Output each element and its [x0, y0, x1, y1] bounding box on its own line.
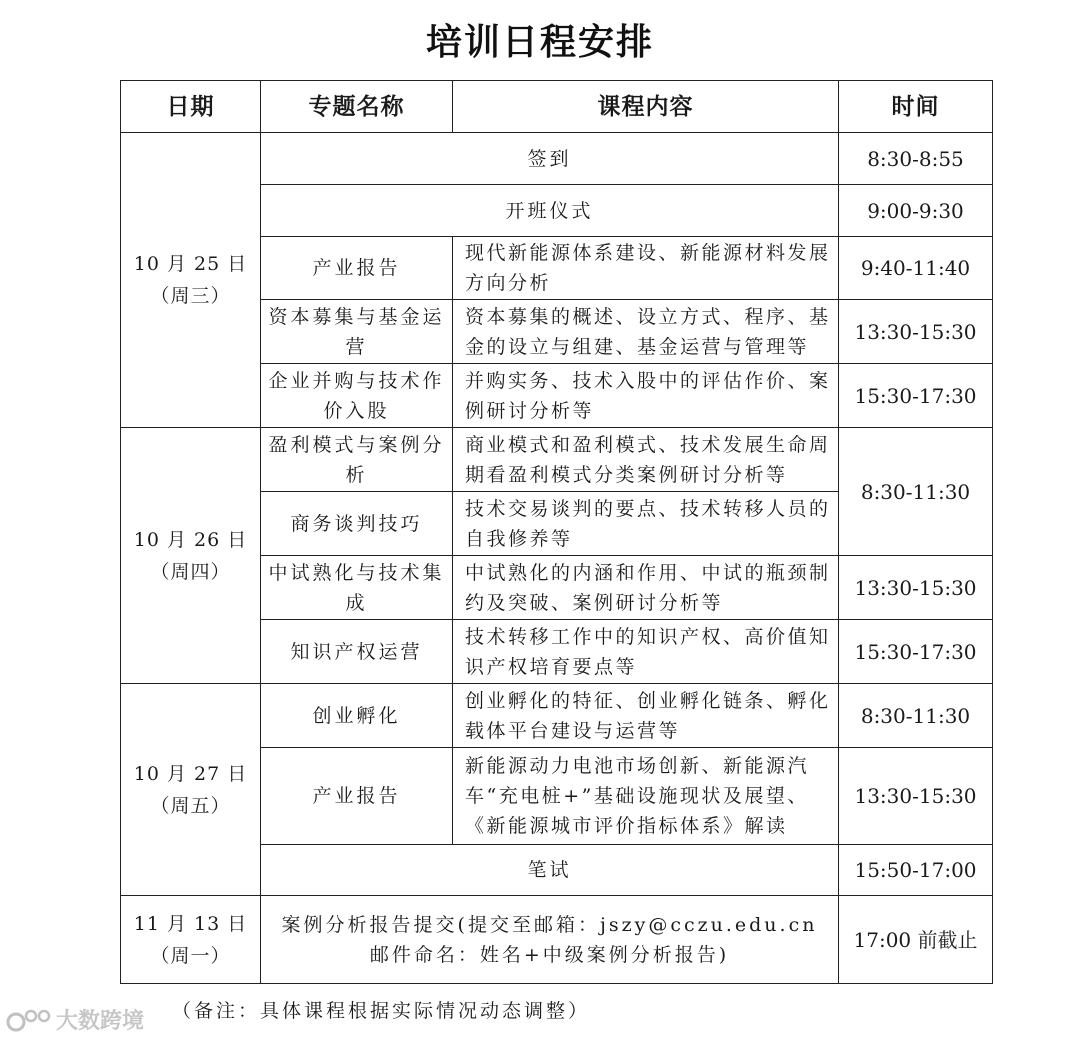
topic-cell: 中试熟化与技术集成: [261, 556, 453, 620]
watermark-logo-icon: [6, 1005, 52, 1035]
submission-cell: [261, 896, 839, 984]
footnote: （备注：具体课程根据实际情况动态调整）: [172, 1000, 591, 1022]
schedule-table: [120, 80, 993, 984]
content-cell: 资本募集的概述、设立方式、程序、基金的设立与组建、基金运营与管理等: [453, 300, 839, 364]
time-cell: 15:50-17:00: [839, 845, 993, 896]
content-cell: 技术转移工作中的知识产权、高价值知识产权培育要点等: [453, 620, 839, 684]
date-text: 10 月 27 日: [133, 762, 248, 785]
content-cell: 创业孵化的特征、创业孵化链条、孵化载体平台建设与运营等: [453, 684, 839, 748]
time-cell: 9:00-9:30: [839, 185, 993, 237]
date-cell-day3: [121, 684, 261, 896]
content-cell: 新能源动力电池市场创新、新能源汽车“充电桩+”基础设施现状及展望、《新能源城市评价指标体系》解读: [453, 748, 839, 845]
table-header-row: [121, 81, 993, 133]
date-cell-day1: [121, 133, 261, 428]
table-row: [121, 133, 993, 185]
weekday-text: （周一）: [150, 944, 231, 967]
topic-cell: 商务谈判技巧: [261, 492, 453, 556]
exam-cell: 笔试: [261, 845, 839, 896]
deadline-cell: 17:00 前截止: [839, 896, 993, 984]
header-topic: 专题名称: [261, 81, 453, 133]
watermark-text: 大数跨境: [56, 1009, 145, 1034]
submission-line-2: 邮件命名：姓名+中级案例分析报告): [369, 943, 730, 966]
content-cell: 并购实务、技术入股中的评估作价、案例研讨分析等: [453, 364, 839, 428]
table-row: [121, 684, 993, 748]
time-cell: 15:30-17:30: [839, 620, 993, 684]
topic-cell: 盈利模式与案例分析: [261, 428, 453, 492]
signin-cell: 签到: [261, 133, 839, 185]
topic-cell: 产业报告: [261, 237, 453, 300]
date-cell-day2: [121, 428, 261, 684]
topic-cell: 知识产权运营: [261, 620, 453, 684]
time-cell: 13:30-15:30: [839, 300, 993, 364]
topic-cell: 产业报告: [261, 748, 453, 845]
weekday-text: （周四）: [150, 560, 231, 583]
page-title: 培训日程安排: [425, 22, 654, 63]
topic-cell: 企业并购与技术作价入股: [261, 364, 453, 428]
time-cell: 13:30-15:30: [839, 748, 993, 845]
time-cell: 8:30-11:30: [839, 428, 993, 556]
time-cell: 8:30-11:30: [839, 684, 993, 748]
opening-cell: 开班仪式: [261, 185, 839, 237]
content-cell: 技术交易谈判的要点、技术转移人员的自我修养等: [453, 492, 839, 556]
watermark: [6, 1004, 144, 1035]
table-row: [121, 428, 993, 492]
topic-cell: 资本募集与基金运营: [261, 300, 453, 364]
submission-line-1: 案例分析报告提交(提交至邮箱：jszy@cczu.edu.cn: [281, 913, 818, 936]
date-cell-day4: [121, 896, 261, 984]
table-row: [121, 896, 993, 984]
topic-cell: 创业孵化: [261, 684, 453, 748]
content-cell: 现代新能源体系建设、新能源材料发展方向分析: [453, 237, 839, 300]
content-cell: 商业模式和盈利模式、技术发展生命周期看盈利模式分类案例研讨分析等: [453, 428, 839, 492]
date-text: 10 月 25 日: [133, 253, 248, 275]
time-cell: 13:30-15:30: [839, 556, 993, 620]
time-cell: 8:30-8:55: [839, 133, 993, 185]
header-time: 时间: [839, 81, 993, 133]
date-text: 11 月 13 日: [133, 912, 248, 935]
date-text: 10 月 26 日: [133, 528, 248, 551]
content-cell: 中试熟化的内涵和作用、中试的瓶颈制约及突破、案例研讨分析等: [453, 556, 839, 620]
time-cell: 15:30-17:30: [839, 364, 993, 428]
header-date: 日期: [121, 81, 261, 133]
weekday-text: （周三）: [150, 285, 231, 307]
weekday-text: （周五）: [150, 794, 231, 817]
header-content: 课程内容: [453, 81, 839, 133]
time-cell: 9:40-11:40: [839, 237, 993, 300]
